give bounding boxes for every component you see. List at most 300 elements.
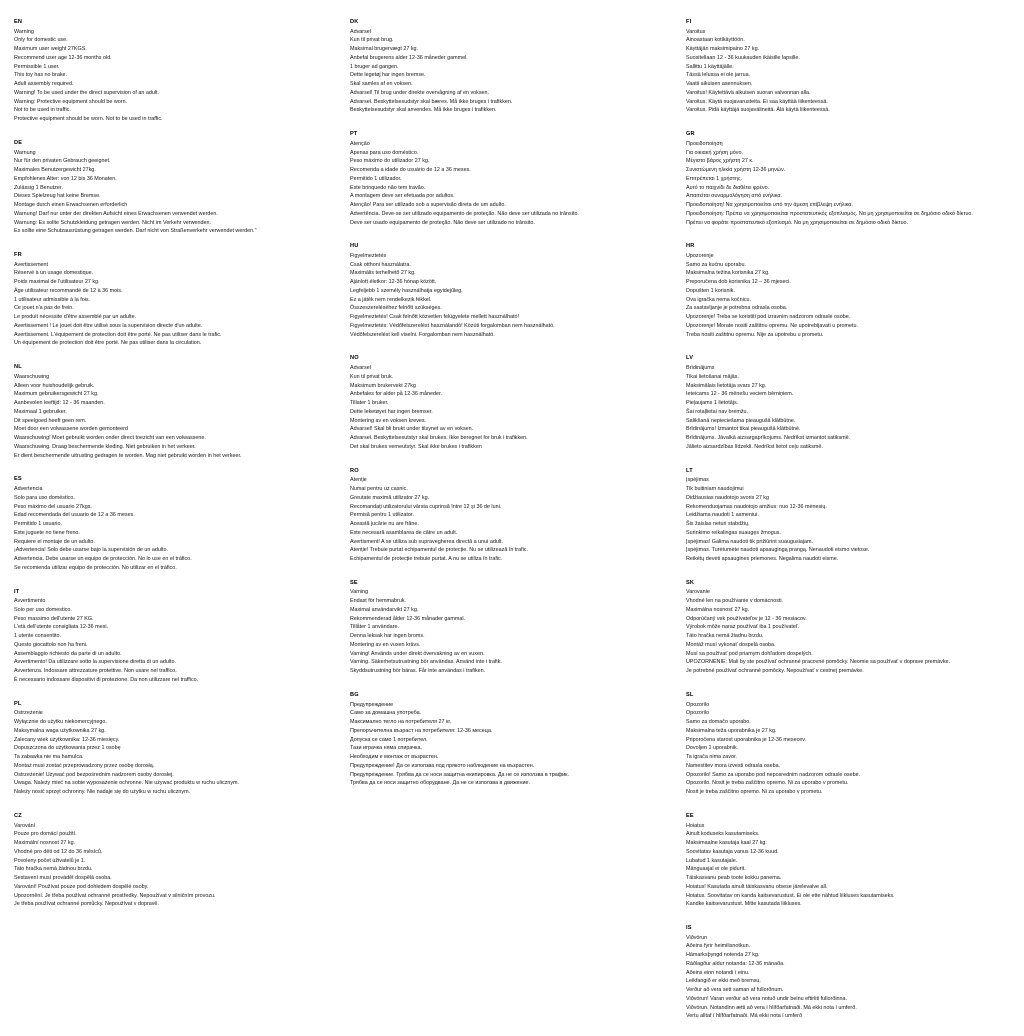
warning-line: Requiere el montaje de un adulto. (14, 538, 95, 545)
warning-line: Допуска се само 1 потребител. (350, 736, 428, 743)
warning-line: Aðeins einn notandi í einu. (686, 969, 750, 976)
warning-line: Varování! Používat pouze pod dohledem dospělé osoby. (14, 883, 149, 890)
language-block (686, 354, 1004, 451)
warning-line: Montaż musi zostać przeprowadzony przez osobę dorosłą. (14, 762, 155, 769)
warning-line: ¡Advertencia! Solo debe usarse bajo la supervisión de un adulto. (14, 547, 169, 554)
warning-line: Για οικιακή χρήση μόνο. (686, 149, 743, 156)
language-block (686, 130, 1004, 227)
warning-line: Ostrzeżenie! Używać pod bezpośrednim nadzorem osoby dorosłej. (14, 771, 174, 778)
warning-line: Verður að vera sett saman af fullorðnum. (686, 987, 784, 994)
warning-line: Трябва да се носи защитно оборудване. Да не се използва в движение. (350, 780, 531, 787)
warning-line: Maksimalna težina korisnika 27 kg. (686, 270, 770, 277)
warning-line: Peso massimo dell'utente 27 KG. (14, 615, 94, 622)
language-block (14, 251, 332, 348)
language-code: IS (686, 925, 692, 931)
warning-line: Ta igrača nima zavor. (686, 754, 737, 761)
warning-line: Brīdinājums. Jāvalkā aizsargaprīkojums. Nedrīkst izmantot satiksmē. (686, 435, 851, 442)
language-code: SK (686, 579, 695, 586)
language-code: FR (14, 252, 22, 259)
warning-line: Za sastavljanje je potrebna odrasla osoba. (686, 305, 788, 312)
warning-line: Maksimālais lietotāja svars 27 kg. (686, 382, 767, 389)
warning-text-lines (686, 364, 1004, 452)
warning-line: Käyttäjän maksimipaino 27 kg. (686, 46, 760, 53)
warning-line: Waarschuwing. Draag beschermende kleding. Niet gebruiken in het verkeer. (14, 443, 196, 450)
warning-line: Vertu alltaf í hlífðarfatnaði. Má ekki nota í umferð (686, 1013, 802, 1020)
warning-line: Tässä lelussa ei ole jarrua. (686, 72, 751, 79)
warning-line: Beskyttelsesudstyr skal anvendes. Må ikke bruges i trafikken. (350, 107, 497, 114)
warning-line: 1 utilisateur admissible à la fois. (14, 296, 91, 303)
warning-text-lines (14, 149, 332, 237)
warning-line: Adult assembly required. (14, 81, 74, 88)
warning-line: Táto hračka nemá žiadnu brzdu. (686, 633, 764, 640)
warning-line: Įspėjimas! Galima naudoti tik prižiūrint suaugusiajam. (686, 538, 814, 545)
warning-line: Soovitatav kasutaja vanus 12-36 kuud. (686, 848, 779, 855)
warning-text-lines (14, 485, 332, 573)
language-code: HR (686, 243, 695, 250)
language-columns (14, 18, 1010, 1036)
warning-heading: Warnung (14, 149, 36, 156)
warning-line: Dieses Spielzeug hat keine Bremse. (14, 193, 101, 200)
warning-line: Maximálna nosnosť 27 kg. (686, 606, 750, 613)
warning-line: Ajánlott életkor: 12-36 hónap között. (350, 279, 437, 286)
warning-line: Maximales Benutzergewicht 27kg. (14, 167, 96, 174)
language-column (14, 18, 332, 924)
language-block (686, 18, 1004, 115)
warning-line: Not to be used in traffic. (14, 107, 71, 114)
warning-line: Maksimaalne kasutaja kaal 27 kg. (686, 840, 767, 846)
warning-line: Musí sa používať pod priamym dohľadom dospelých. (686, 650, 813, 657)
warning-line: Maximal användarvikt 27 kg. (350, 606, 419, 613)
language-block (686, 924, 1004, 1021)
warning-line: Montering av en voksen kreves. (350, 417, 427, 424)
warning-line: Необходим е монтаж от възрастен. (350, 754, 439, 761)
warning-line: Maximum gebruikersgewicht 27 kg. (14, 391, 99, 398)
warning-text-lines (350, 701, 668, 789)
warning-line: Tillåter 1 användare. (350, 624, 399, 631)
warning-line: Réservé à un usage domestique. (14, 270, 94, 277)
warning-line: Ráðlagður aldur notanda: 12-36 mánaða. (686, 960, 785, 967)
warning-line: Advertência. Deve-se ser utilizado equipamento de proteção. Não deve ser utilizada no trânsito. (350, 210, 579, 217)
warning-line: Un équipement de protection doit être porté. Ne pas utiliser dans la circulation. (14, 340, 202, 347)
language-code: FI (686, 19, 692, 25)
warning-text-lines (686, 822, 1004, 910)
warning-line: Este brinquedo não tem travão. (350, 184, 426, 191)
warning-line: Edad recomendada del usuario de 12 a 36 meses. (14, 512, 135, 519)
warning-line: Dette leketøyet har ingen bremser. (350, 408, 433, 415)
warning-text-lines (14, 261, 332, 349)
warning-heading: Ostrzeżenie (14, 710, 43, 717)
warning-line: Vaatii aikuisen asennuksen. (686, 81, 753, 88)
warning-line: Det skal brukes verneutstyr. Skal ikke brukes i trafikken (350, 443, 482, 450)
warning-line: Advarsel. Beskyttelsesudstyr skal bæres. Må ikke bruges i trafikken. (350, 98, 513, 105)
warning-line: Само за домашна употреба. (350, 710, 422, 717)
warning-line: Предупреждение! Да се използва под прякото наблюдение на възрастен. (350, 762, 535, 769)
language-code: GR (686, 131, 695, 138)
warning-line: Tikai lietošanai mājās. (686, 373, 739, 380)
warning-line: Le produit nécessite d'être assemblé par un adulte. (14, 314, 137, 321)
warning-line: Hámarksþyngd notenda 27 kg. (686, 952, 760, 959)
warning-line: Nosit je treba zaščitno opremo. Ni za uporabo v prometu. (686, 789, 823, 796)
warning-line: Upozorenje! Treba se koristiti pod izravnim nadzorom odrasle osobe. (686, 314, 851, 321)
language-code: CZ (14, 812, 22, 819)
warning-line: Προειδοποίηση: Πρέπει να χρησιμοποιείται προστατευτικός εξοπλισμός. Να μη χρησιμοποιείται σε δημόσιο οδικό δίκτυο. (686, 210, 973, 217)
warning-line: Výrobok môže naraz používať iba 1 používateľ. (686, 624, 799, 631)
warning-line: Deve ser usado equipamento de proteção. Não deve ser utilizado no trânsito. (350, 219, 535, 226)
language-block (350, 579, 668, 676)
language-block (686, 242, 1004, 339)
language-block (686, 812, 1004, 909)
warning-line: A montagem deve ser efetuada por adultos. (350, 193, 455, 200)
warning-line: Rekomenduojamas naudotojo amžius: nuo 12-36 mėnesių. (686, 503, 827, 510)
warning-line: Összeszereléséhez felnőtt szükséges. (350, 305, 442, 312)
warning-line: Reikėtų devėti apsaugines priemones. Negalima naudoti eisme. (686, 556, 839, 563)
warning-line: Protective equipment should be worn. Not to be used in traffic. (14, 116, 163, 123)
warning-line: Hoiatus. Soovitatav on kanda kaitsevarustust. Ei ole ette nähtud liikluses kasutamiseks. (686, 892, 895, 899)
warning-line: Poids maximal de l'utilisateur 27 kg. (14, 279, 100, 286)
warning-line: Ova igračka nema kočnicu. (686, 296, 752, 303)
warning-heading: Figyelmeztetés (350, 252, 387, 259)
language-code: DK (350, 19, 359, 25)
warning-heading: Varovanie (686, 589, 710, 596)
warning-line: Avertisment! A se utiliza sub supravegherea directă a unui adult. (350, 538, 504, 545)
warning-line: Επιτρέπεται 1 χρήστης. (686, 175, 743, 182)
warning-line: Samo za domačo uporabo. (686, 719, 751, 726)
warning-line: Permitido 1 utilizador. (350, 175, 402, 182)
warning-line: Συνιστώμενη ηλικία χρήστη 12-36 μηνών. (686, 167, 786, 174)
warning-line: Tato hračka nemá žádnou brzdu. (14, 866, 93, 873)
warning-line: Advarsel. Beskyttelsesutstyr skal brukes. Ikke beregnet for bruk i trafikken. (350, 435, 528, 442)
warning-line: Warnung! Darf nur unter der direkten Aufsicht eines Erwachsenen verwendet werden. (14, 210, 218, 217)
warning-heading: Avvertimento (14, 598, 46, 605)
warning-line: Greutate maximă utilizator 27 kg. (350, 494, 430, 501)
language-block (686, 467, 1004, 564)
warning-line: Anbefal brugerens alder 12-36 måneder gammel. (350, 54, 468, 61)
warning-line: Peso máximo del usuario 27kgs. (14, 503, 92, 510)
warning-text-lines (14, 597, 332, 685)
warning-line: Avertissement. L'équipement de protection doit être porté. Ne pas utiliser dans le trafic. (14, 331, 222, 338)
language-code: PT (350, 131, 358, 138)
warning-line: Peso máximo do utilizador 27 kg. (350, 158, 430, 165)
warning-line: 1 bruger ad gangen. (350, 63, 399, 70)
warning-line: Viðvörun. Notandinn ætti að vera í hlífðarfatnaði. Má ekki nota í umferð. (686, 1004, 857, 1011)
warning-line: Jālieto aizsardzības līdzekli. Nedrīkst lietot ceļu satiksmē. (686, 443, 823, 450)
warning-line: Anbefales for alder på 12-36 måneder. (350, 391, 443, 398)
warning-line: Povoleny počet uživatelů je 1. (14, 857, 86, 864)
warning-line: Įspėjimas. Turėtumėte naudoti apsaugingą prangą. Nenaudoti eismo vietose. (686, 547, 870, 554)
warning-line: Montage durch einen Erwachsenen erforderlich (14, 202, 128, 209)
warning-text-lines (686, 701, 1004, 797)
language-block (14, 588, 332, 685)
warning-line: Maksimal brugervægt 27 kg. (350, 46, 419, 53)
warning-line: Ieteicams 12 - 36 mēnešu veciem bērniņiem. (686, 391, 794, 398)
warning-line: È necessario indossare dispositivi di protezione. Da non utilizzare nel traffico. (14, 676, 199, 683)
warning-line: Maksimum brukervekt 27kg (350, 382, 416, 389)
warning-line: Ce jouet n'a pas de frein. (14, 305, 74, 312)
warning-line: Opozorilo! Samo za uporabo pod neposrednim nadzorom odrasle osebe. (686, 771, 861, 778)
warning-heading: Atenție (350, 477, 367, 484)
warning-line: Figyelmeztetés: Védőfelszerelést használandó! Közúti forgalomban nem használható. (350, 322, 555, 329)
warning-text-lines (686, 28, 1004, 116)
warning-heading: Advertencia (14, 486, 43, 493)
warning-heading: Varning (350, 589, 369, 596)
warning-line: Salikšanā nepieciešama pieaugušā klātbūtne. (686, 417, 796, 424)
warning-line: Ainult koduseks kasutamiseks. (686, 831, 760, 838)
warning-text-lines (686, 588, 1004, 676)
warning-line: Je třeba používat ochranné pomůcky. Nepoužívat v dopravě. (14, 901, 159, 908)
language-block (350, 130, 668, 227)
warning-line: Je potrebné používať ochranné pomôcky. Nepoužívať v cestnej premávke. (686, 668, 864, 675)
warning-line: Zulässig 1 Benutzer. (14, 184, 63, 191)
warning-line: Recommend user age 12-36 months old. (14, 54, 112, 61)
warning-line: Recomenda a idade do usuário de 12 a 36 meses. (350, 167, 471, 174)
warning-line: Предупреждение. Трябва да се носи защитна екипировка. Да не се използва в трафик. (350, 771, 570, 778)
warning-line: Empfohlenes Alter: von 12 bis 36 Monaten. (14, 175, 117, 182)
warning-line: Maksymalna waga użytkownika 27 kg. (14, 727, 106, 734)
warning-line: Atenție! Trebuie purtat echipamentul de protecție. Nu se utilizează în trafic. (350, 547, 528, 554)
language-block (350, 691, 668, 788)
warning-line: Uwaga. Należy mieć na sobie wyposażenie ochronne. Nie używać produktu w ruchu ulicznym. (14, 780, 240, 787)
warning-line: Namestitev mora izvesti odrasla oseba. (686, 762, 781, 769)
language-block (350, 467, 668, 564)
warning-line: Απαιτείται συναρμολόγηση από ενήλικα. (686, 193, 782, 200)
warning-heading: Atenção (350, 140, 370, 147)
warning-line: Treba nositi zaštitnu opremu. Nije za upotrebu u prometu. (686, 331, 824, 338)
warning-line: Se recomienda utilizar equipo de protección. No utilizar en el tráfico. (14, 564, 177, 571)
warning-text-lines (14, 373, 332, 461)
warning-line: Aanbevolen leeftijd: 12 - 36 maanden. (14, 400, 105, 407)
warning-line: Advertencia. Debe usarse un equipo de protección. No lo use en el tráfico. (14, 556, 192, 563)
warning-line: Varoitus. Käytä suojavarusteita. Ei saa käyttää liikenteessä. (686, 98, 828, 105)
warning-heading: Upozorenje (686, 252, 714, 259)
warning-line: Tillater 1 bruker. (350, 400, 389, 407)
language-code: ES (14, 476, 22, 483)
warning-line: Brīdinājums! Izmantot tikai pieaugušā klātbūtnē. (686, 426, 801, 433)
warning-line: Препоръчителна възраст на потребителя: 12-36 месеца. (350, 727, 493, 734)
warning-line: Wyłącznie do użytku niekomercyjnego. (14, 719, 107, 726)
warning-line: Vhodné pro děti od 12 do 36 měsíců. (14, 848, 103, 855)
language-block (350, 18, 668, 115)
warning-heading: Warning (14, 28, 34, 35)
warning-line: Permitido 1 usuario. (14, 521, 62, 528)
warning-line: Avertissement ! Le jouet doit être utilisé sous la supervision directe d'un adulte. (14, 322, 203, 329)
warning-line: Warning! To be used under the direct supervision of an adult. (14, 89, 160, 96)
warning-line: Pouze pro domácí použití. (14, 831, 77, 838)
warning-line: Dopušten 1 korisnik. (686, 287, 735, 294)
warning-line: L'età dell'utente consigliata 12-36 mesi. (14, 624, 109, 631)
warning-line: Recomandați utilizatorului vârsta cuprinsă între 12 și 36 de luni. (350, 503, 502, 510)
warning-text-lines (350, 28, 668, 116)
warning-line: Sallittu 1 käyttäjälle. (686, 63, 734, 70)
warning-line: Moet door een volwassene worden gemonteerd (14, 426, 128, 433)
warning-text-lines (14, 709, 332, 797)
warning-line: Solo per uso domestico. (14, 606, 72, 613)
warning-heading: Opozorilo (686, 701, 710, 708)
warning-line: Vhodné len na používanie v domácnosti. (686, 598, 784, 605)
warning-line: Solo para uso doméstico. (14, 494, 75, 501)
warning-line: Didžiausias naudotojo svoris 27 kg (686, 494, 770, 501)
warning-line: Permisă pentru 1 utilizator. (350, 512, 414, 519)
language-code: BG (350, 691, 359, 698)
warning-text-lines (350, 588, 668, 676)
warning-line: Figyelmeztetés! Csak felnőtt közvetlen felügyelete mellett használható! (350, 314, 519, 321)
warning-heading: Hoiatus (686, 822, 705, 829)
warning-line: Nur für den privaten Gebrauch geeignet. (14, 158, 111, 165)
warning-line: Προειδοποίηση! Να χρησιμοποιείται υπό την άμεση επίβλεψη ενήλικα. (686, 202, 853, 209)
warning-line: Varning! Används under direkt övervakning av en vuxen. (350, 650, 485, 657)
language-code: NL (14, 364, 22, 371)
warning-line: Максимално тегло на потребителя 27 кг. (350, 719, 452, 726)
language-block (686, 691, 1004, 797)
warning-line: Dette legetøj har ingen bremse. (350, 72, 426, 79)
warning-line: Šai rotaļlietai nav bremžu. (686, 408, 749, 415)
warning-text-lines (14, 28, 332, 124)
warning-heading: Waarschuwing (14, 373, 50, 380)
warning-line: Avvertimento! Da utilizzare sotto la supervisione diretta di un adulto. (14, 659, 177, 666)
warning-line: Upozornění. Je třeba používat ochranné prostředky. Nepoužívat v silničním provozu. (14, 892, 216, 899)
warning-line: Numai pentru uz casnic. (350, 486, 408, 493)
warning-line: Opozorilo. Nosit je treba zaščitno opremo. Ni za uporabo v prometu. (686, 780, 849, 787)
warning-line: Opozorilo (686, 710, 710, 717)
warning-heading: Įspėjimas (686, 477, 709, 484)
language-code: IT (14, 588, 20, 595)
warning-heading: Προειδοποίηση (686, 140, 723, 147)
warning-line: Er dient beschermende uitrusting gedragen te worden. Mag niet gebruikt worden in het verkeer. (14, 452, 242, 459)
warning-line: 1 utente consentito. (14, 633, 62, 640)
warning-line: Upozorenje! Morate nositi zaštitnu opremu. Ne upotrebljavati u prometu. (686, 322, 858, 329)
warning-heading: Viðvörun (686, 934, 708, 941)
language-code: RO (350, 467, 359, 474)
language-column (686, 18, 1004, 1036)
warning-line: Warnung: Es sollte Schutzkleidung getragen werden. Nicht im Verkehr verwenden. (14, 219, 211, 226)
warning-line: Este necesară asamblarea de către un adult. (350, 529, 458, 536)
warning-line: Questo giocattolo non ha freni. (14, 641, 88, 648)
warning-line: Pieļaujams 1 lietotājs. (686, 400, 739, 407)
warning-line: Zalecany wiek użytkownika: 12-36 miesięcy. (14, 736, 120, 743)
warning-line: Mänguasjal ei ole pidurit. (686, 866, 746, 873)
warning-line: Kandke kaitsevarustust. Mitte kasutada liikluses. (686, 901, 802, 908)
language-block (14, 812, 332, 909)
warning-line: Kun til privat bruk. (350, 373, 394, 380)
warning-line: Maximální nosnost 27 kg. (14, 840, 76, 846)
warning-line: Montering av en vuxen krävs. (350, 641, 421, 648)
warning-line: Dovoljen 1 uporabnik. (686, 745, 739, 752)
warning-line: UPOZORNENIE: Mali by ste používať ochranné pracovné pomôcky. Neomie sa používať v doprave premávke. (686, 659, 951, 666)
warning-text-lines (686, 934, 1004, 1022)
warning-text-lines (350, 364, 668, 452)
warning-line: Maximaal 1 gebruiker. (14, 408, 67, 415)
warning-line: Avvertenza. Indossare attrezzature protettive. Non usare nel traffico. (14, 668, 177, 675)
warning-heading: Advarsel (350, 365, 371, 372)
warning-line: Varoitus! Käytettävä aikuisen suoran valvonnan alla. (686, 89, 811, 96)
warning-line: Echipamentul de protecție trebuie purtat. A nu se utiliza în trafic. (350, 556, 503, 563)
warning-line: Dit speelgoed heeft geen rem. (14, 417, 87, 424)
language-block (14, 475, 332, 572)
warning-line: Samo za kućnu uporabu. (686, 261, 746, 268)
warning-line: Maximum user weight 27KGS. (14, 46, 87, 53)
warning-line: Leidžiama naudoti 1 asmeniui. (686, 512, 759, 519)
language-block (14, 18, 332, 124)
language-code: LV (686, 355, 694, 362)
language-column (350, 18, 668, 803)
warning-line: Âge utilisateur recommandé de 12 à 36 mois. (14, 287, 123, 294)
warning-line: Varning. Säkerhetsutrustning bör användas. Använd inte i trafik. (350, 659, 502, 666)
warning-heading: Advarsel (350, 28, 371, 35)
warning-line: Šis žaislas neturi stabdžių. (686, 521, 750, 528)
warning-heading: Avertissement (14, 261, 49, 268)
warning-line: Alleen voor huishoudelijk gebruik. (14, 382, 95, 389)
language-code: SL (686, 691, 694, 698)
warning-line: Aðeins fyrir heimilisnotkun. (686, 943, 751, 950)
warning-line: Surinkimo reikalingas suaugęs žmogus. (686, 529, 781, 536)
warning-line: Skal samles af en voksen. (350, 81, 413, 88)
warning-line: Täiskasvanu peab toote kokku panema. (686, 875, 782, 881)
warning-line: Warning: Protective equipment should be worn. (14, 98, 128, 105)
warning-text-lines (686, 140, 1004, 228)
warning-line: Kun til privat brug. (350, 37, 394, 44)
warning-line: Rekommenderad ålder 12-36 månader gammal. (350, 615, 466, 622)
warning-line: Es sollte eine Schutzausrüstung getragen werden. Darf nicht von Straßenverkehr verwendet werden." (14, 228, 257, 235)
warning-line: Priporočena starost uporabnika je 12-36 mesecev. (686, 736, 807, 743)
warning-line: Advarsel! Skal bli brukt under tilsynet av en voksen. (350, 426, 474, 433)
warning-line: Varoitus. Pidä käyttäjä suojavälineitä. Älä käytä liikenteessä. (686, 107, 830, 114)
warning-line: Ez a játék nem rendelkezik fékkel. (350, 296, 432, 303)
warning-line: Αυτό το παιχνίδι δε διαθέτει φρένο. (686, 184, 770, 191)
warning-text-lines (686, 252, 1004, 340)
warning-line: Este juguete no tiene freno. (14, 529, 80, 536)
warning-line: Permissible 1 user. (14, 63, 60, 70)
warning-line: Μέγιστο βάρος χρήστη 27 κ. (686, 158, 754, 165)
language-code: EN (14, 19, 23, 25)
warning-line: Védőfelszerelést kell viselni. Forgalomban nem használható. (350, 331, 495, 338)
warning-heading: Varoitus (686, 28, 706, 35)
language-code: SE (350, 579, 358, 586)
warning-line: Viðvörun! Varan verður að vera notuð undir beinu eftirliti fullorðinna. (686, 995, 848, 1002)
language-block (350, 242, 668, 339)
warning-heading: Brīdinājums (686, 365, 715, 372)
warning-line: Hoiatus! Kasutada ainult täiskasvanu otsese järelevalve all. (686, 883, 828, 890)
warning-line: Assemblaggio richiesto da parte di un adulto. (14, 650, 122, 657)
warning-text-lines (686, 476, 1004, 564)
warning-line: Waarschuwing! Moet gebruikt worden onder direct toezicht van een volwassene. (14, 435, 206, 442)
warning-text-lines (350, 252, 668, 340)
language-block (14, 363, 332, 460)
warning-heading: Varování (14, 822, 36, 829)
warning-line: Skyddsutrustning bör bäras. Får inte användas i trafiken. (350, 668, 486, 675)
warning-line: Advarsel! Til brug under direkte overvågning af en voksen. (350, 89, 490, 96)
warning-line: Πρέπει να φοράτε προστατευτικό εξοπλισμό. Να μη χρησιμοποιείται σε δημόσιο οδικό δίκτυο. (686, 219, 909, 226)
warning-line: Preporučena dob korisnika 12 – 36 mjeseci. (686, 279, 791, 286)
warning-line: Dopuszczona do użytkowania przez 1 osobę (14, 745, 121, 752)
warning-heading: Предупреждение (350, 701, 394, 708)
warning-line: Legfeljebb 1 személy használhatja egyidejűleg. (350, 287, 463, 294)
warning-line: Atenção! Para ser utilizado sob a supervisão direta de um adulto. (350, 202, 506, 209)
language-block (14, 139, 332, 236)
language-block (14, 700, 332, 797)
warning-line: Endast för hemmabruk. (350, 598, 407, 605)
language-code: EE (686, 812, 694, 819)
warning-line: Lubatud 1 kasutajale. (686, 857, 738, 864)
language-block (686, 579, 1004, 676)
warning-line: Apenas para uso doméstico. (350, 149, 419, 156)
language-code: PL (14, 700, 22, 707)
warning-line: Only for domestic use. (14, 37, 68, 44)
language-code: HU (350, 243, 359, 250)
warning-line: Denna leksak har ingen broms. (350, 633, 425, 640)
language-code: DE (14, 139, 23, 146)
warning-text-lines (14, 822, 332, 910)
warning-line: Тази играчка няма спирачка. (350, 745, 422, 752)
warning-line: This toy has no brake. (14, 72, 68, 79)
